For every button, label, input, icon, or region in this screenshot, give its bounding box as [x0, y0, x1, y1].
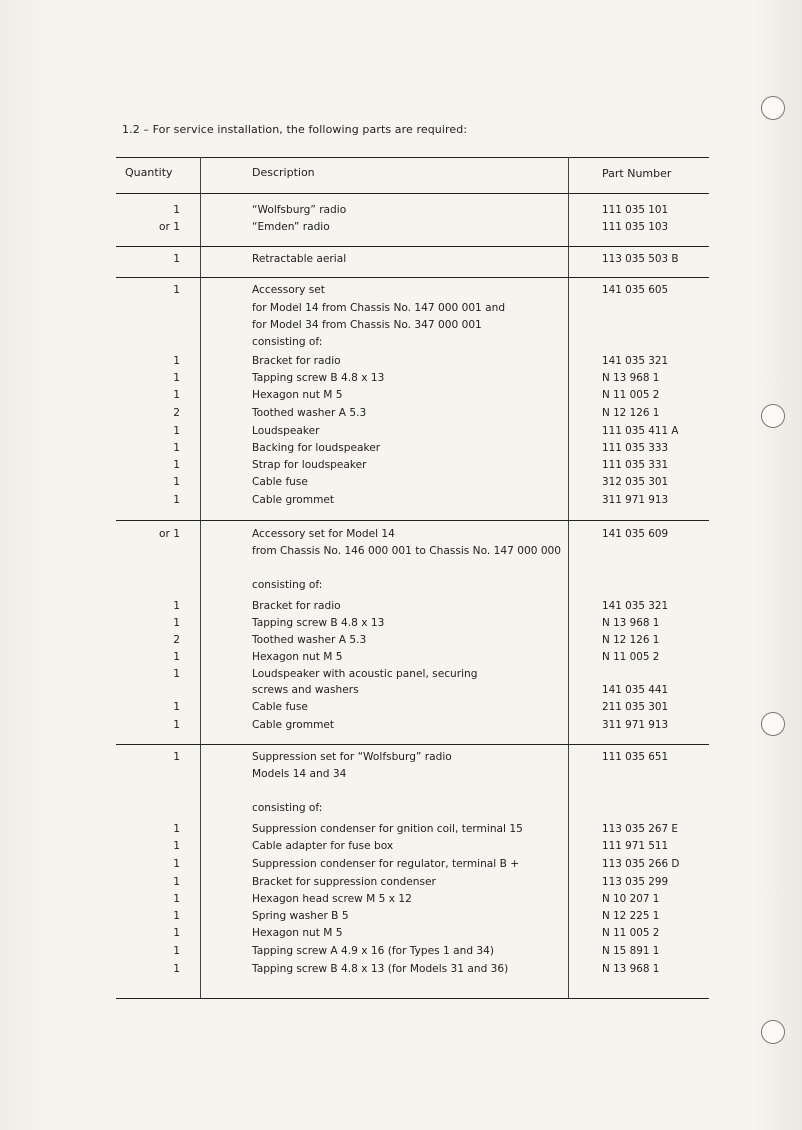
description-cell: Hexagon nut M 5 [252, 927, 343, 939]
part-number-cell: 111 035 411 A [602, 425, 679, 437]
quantity-cell: 1 [173, 600, 180, 612]
quantity-cell: 1 [173, 355, 180, 367]
part-number-cell: 311 971 913 [602, 494, 669, 506]
part-number-cell: N 13 968 1 [602, 617, 660, 629]
part-number-cell: 113 035 299 [602, 876, 669, 888]
header-quantity: Quantity [125, 166, 173, 179]
description-cell: Suppression condenser for gnition coil, terminal 15 [252, 823, 523, 835]
description-cell: Hexagon head screw M 5 x 12 [252, 893, 412, 905]
description-cell: Cable adapter for fuse box [252, 840, 394, 852]
part-number-cell: N 15 891 1 [602, 945, 660, 957]
table-row [116, 370, 709, 387]
quantity-cell: or 1 [159, 221, 180, 233]
description-cell: Suppression set for “Wolfsburg” radio [252, 751, 452, 763]
table-row [116, 598, 709, 615]
description-cell: Tapping screw B 4.8 x 13 (for Models 31 and 36) [252, 963, 509, 975]
description-cell: “Wolfsburg” radio [252, 204, 347, 216]
table-row [116, 615, 709, 632]
header-bottom-rule [116, 193, 709, 194]
quantity-cell: 1 [173, 751, 180, 763]
section-divider-rule [116, 277, 709, 278]
description-cell: Cable fuse [252, 476, 308, 488]
part-number-cell: 141 035 441 [602, 684, 669, 696]
description-cell: Strap for loudspeaker [252, 459, 367, 471]
quantity-cell: 2 [173, 407, 180, 419]
table-row [116, 334, 709, 351]
description-cell: Bracket for radio [252, 355, 341, 367]
part-number-cell: N 13 968 1 [602, 963, 660, 975]
description-cell: Accessory set [252, 284, 325, 296]
header-description: Description [252, 166, 315, 179]
punch-hole-4 [761, 1020, 785, 1044]
description-cell: Suppression condenser for regulator, terminal B + [252, 858, 520, 870]
description-cell: Backing for loudspeaker [252, 442, 381, 454]
table-row [116, 749, 709, 766]
quantity-cell: 1 [173, 910, 180, 922]
description-cell: from Chassis No. 146 000 001 to Chassis No. 147 000 000 [252, 545, 562, 557]
description-cell: Cable grommet [252, 719, 335, 731]
description-cell: Cable grommet [252, 494, 335, 506]
description-cell: Cable fuse [252, 701, 308, 713]
part-number-cell: 113 035 267 E [602, 823, 678, 835]
description-cell: Spring washer B 5 [252, 910, 349, 922]
table-row [116, 317, 709, 334]
description-cell: Toothed washer A 5.3 [252, 407, 367, 419]
punch-hole-1 [761, 96, 785, 120]
table-row [116, 666, 709, 683]
section-divider-rule [116, 520, 709, 521]
table-row [116, 838, 709, 855]
table-row [116, 717, 709, 734]
part-number-cell: N 13 968 1 [602, 372, 660, 384]
table-top-rule [116, 157, 709, 158]
table-row [116, 219, 709, 236]
table-bottom-rule [116, 998, 709, 999]
part-number-cell: 111 035 103 [602, 221, 669, 233]
description-cell: Hexagon nut M 5 [252, 651, 343, 663]
table-row [116, 856, 709, 873]
part-number-cell: 312 035 301 [602, 476, 669, 488]
description-cell: consisting of: [252, 336, 323, 348]
table-row [116, 543, 709, 560]
table-row [116, 300, 709, 317]
part-number-cell: 141 035 609 [602, 528, 669, 540]
punch-hole-3 [761, 712, 785, 736]
description-cell: consisting of: [252, 579, 323, 591]
quantity-cell: 1 [173, 858, 180, 870]
description-cell: Toothed washer A 5.3 [252, 634, 367, 646]
part-number-cell: N 11 005 2 [602, 927, 660, 939]
part-number-cell: 111 035 101 [602, 204, 669, 216]
description-cell: Retractable aerial [252, 253, 347, 265]
description-cell: Models 14 and 34 [252, 768, 347, 780]
description-cell: “Emden” radio [252, 221, 330, 233]
description-cell: Bracket for radio [252, 600, 341, 612]
description-cell: consisting of: [252, 802, 323, 814]
table-row [116, 387, 709, 404]
table-row [116, 492, 709, 509]
table-row [116, 943, 709, 960]
table-row [116, 925, 709, 942]
part-number-cell: N 12 225 1 [602, 910, 660, 922]
part-number-cell: 111 035 331 [602, 459, 669, 471]
table-row [116, 457, 709, 474]
part-number-cell: 141 035 321 [602, 355, 669, 367]
table-row [116, 800, 709, 817]
table-row [116, 251, 709, 268]
header-part-number: Part Number [602, 167, 672, 180]
quantity-cell: 1 [173, 253, 180, 265]
table-row [116, 282, 709, 299]
table-row [116, 474, 709, 491]
description-cell: for Model 34 from Chassis No. 347 000 001 [252, 319, 482, 331]
table-row [116, 699, 709, 716]
quantity-cell: 1 [173, 927, 180, 939]
table-row [116, 874, 709, 891]
quantity-cell: 1 [173, 476, 180, 488]
punch-hole-2 [761, 404, 785, 428]
part-number-cell: 311 971 913 [602, 719, 669, 731]
quantity-cell: 1 [173, 442, 180, 454]
quantity-cell: 1 [173, 668, 180, 680]
quantity-cell: 1 [173, 372, 180, 384]
quantity-cell: 1 [173, 823, 180, 835]
quantity-cell: 1 [173, 876, 180, 888]
quantity-cell: 1 [173, 963, 180, 975]
part-number-cell: 111 035 651 [602, 751, 669, 763]
part-number-cell: 111 035 333 [602, 442, 669, 454]
quantity-cell: 1 [173, 651, 180, 663]
part-number-cell: 141 035 605 [602, 284, 669, 296]
part-number-cell: 113 035 503 B [602, 253, 679, 265]
table-row [116, 405, 709, 422]
table-row [116, 682, 709, 699]
quantity-cell: 1 [173, 893, 180, 905]
part-number-cell: N 10 207 1 [602, 893, 660, 905]
description-cell: Tapping screw A 4.9 x 16 (for Types 1 and 34) [252, 945, 495, 957]
description-cell: for Model 14 from Chassis No. 147 000 001 and [252, 302, 506, 314]
quantity-cell: 1 [173, 945, 180, 957]
description-cell: Tapping screw B 4.8 x 13 [252, 372, 385, 384]
description-cell: Bracket for suppression condenser [252, 876, 436, 888]
part-number-cell: 113 035 266 D [602, 858, 680, 870]
table-row [116, 423, 709, 440]
table-row [116, 908, 709, 925]
quantity-cell: 1 [173, 494, 180, 506]
part-number-cell: N 11 005 2 [602, 389, 660, 401]
description-cell: Loudspeaker [252, 425, 320, 437]
section-heading: 1.2 – For service installation, the following parts are required: [122, 123, 468, 136]
table-row [116, 632, 709, 649]
quantity-cell: or 1 [159, 528, 180, 540]
section-divider-rule [116, 246, 709, 247]
quantity-cell: 1 [173, 617, 180, 629]
description-cell: Hexagon nut M 5 [252, 389, 343, 401]
table-row [116, 577, 709, 594]
table-row [116, 353, 709, 370]
table-row [116, 526, 709, 543]
quantity-cell: 1 [173, 701, 180, 713]
quantity-cell: 1 [173, 719, 180, 731]
part-number-cell: 111 971 511 [602, 840, 669, 852]
table-row [116, 202, 709, 219]
quantity-cell: 1 [173, 389, 180, 401]
part-number-cell: 211 035 301 [602, 701, 669, 713]
quantity-cell: 1 [173, 284, 180, 296]
quantity-cell: 1 [173, 425, 180, 437]
description-cell: Tapping screw B 4.8 x 13 [252, 617, 385, 629]
table-row [116, 891, 709, 908]
description-cell: screws and washers [252, 684, 359, 696]
description-cell: Accessory set for Model 14 [252, 528, 395, 540]
table-row [116, 649, 709, 666]
table-row [116, 961, 709, 978]
quantity-cell: 1 [173, 459, 180, 471]
parts-table [116, 157, 709, 999]
part-number-cell: N 11 005 2 [602, 651, 660, 663]
section-divider-rule [116, 744, 709, 745]
table-row [116, 766, 709, 783]
quantity-cell: 1 [173, 204, 180, 216]
quantity-cell: 1 [173, 840, 180, 852]
quantity-cell: 2 [173, 634, 180, 646]
table-row [116, 821, 709, 838]
part-number-cell: 141 035 321 [602, 600, 669, 612]
part-number-cell: N 12 126 1 [602, 407, 660, 419]
part-number-cell: N 12 126 1 [602, 634, 660, 646]
table-row [116, 440, 709, 457]
description-cell: Loudspeaker with acoustic panel, securing [252, 668, 478, 680]
